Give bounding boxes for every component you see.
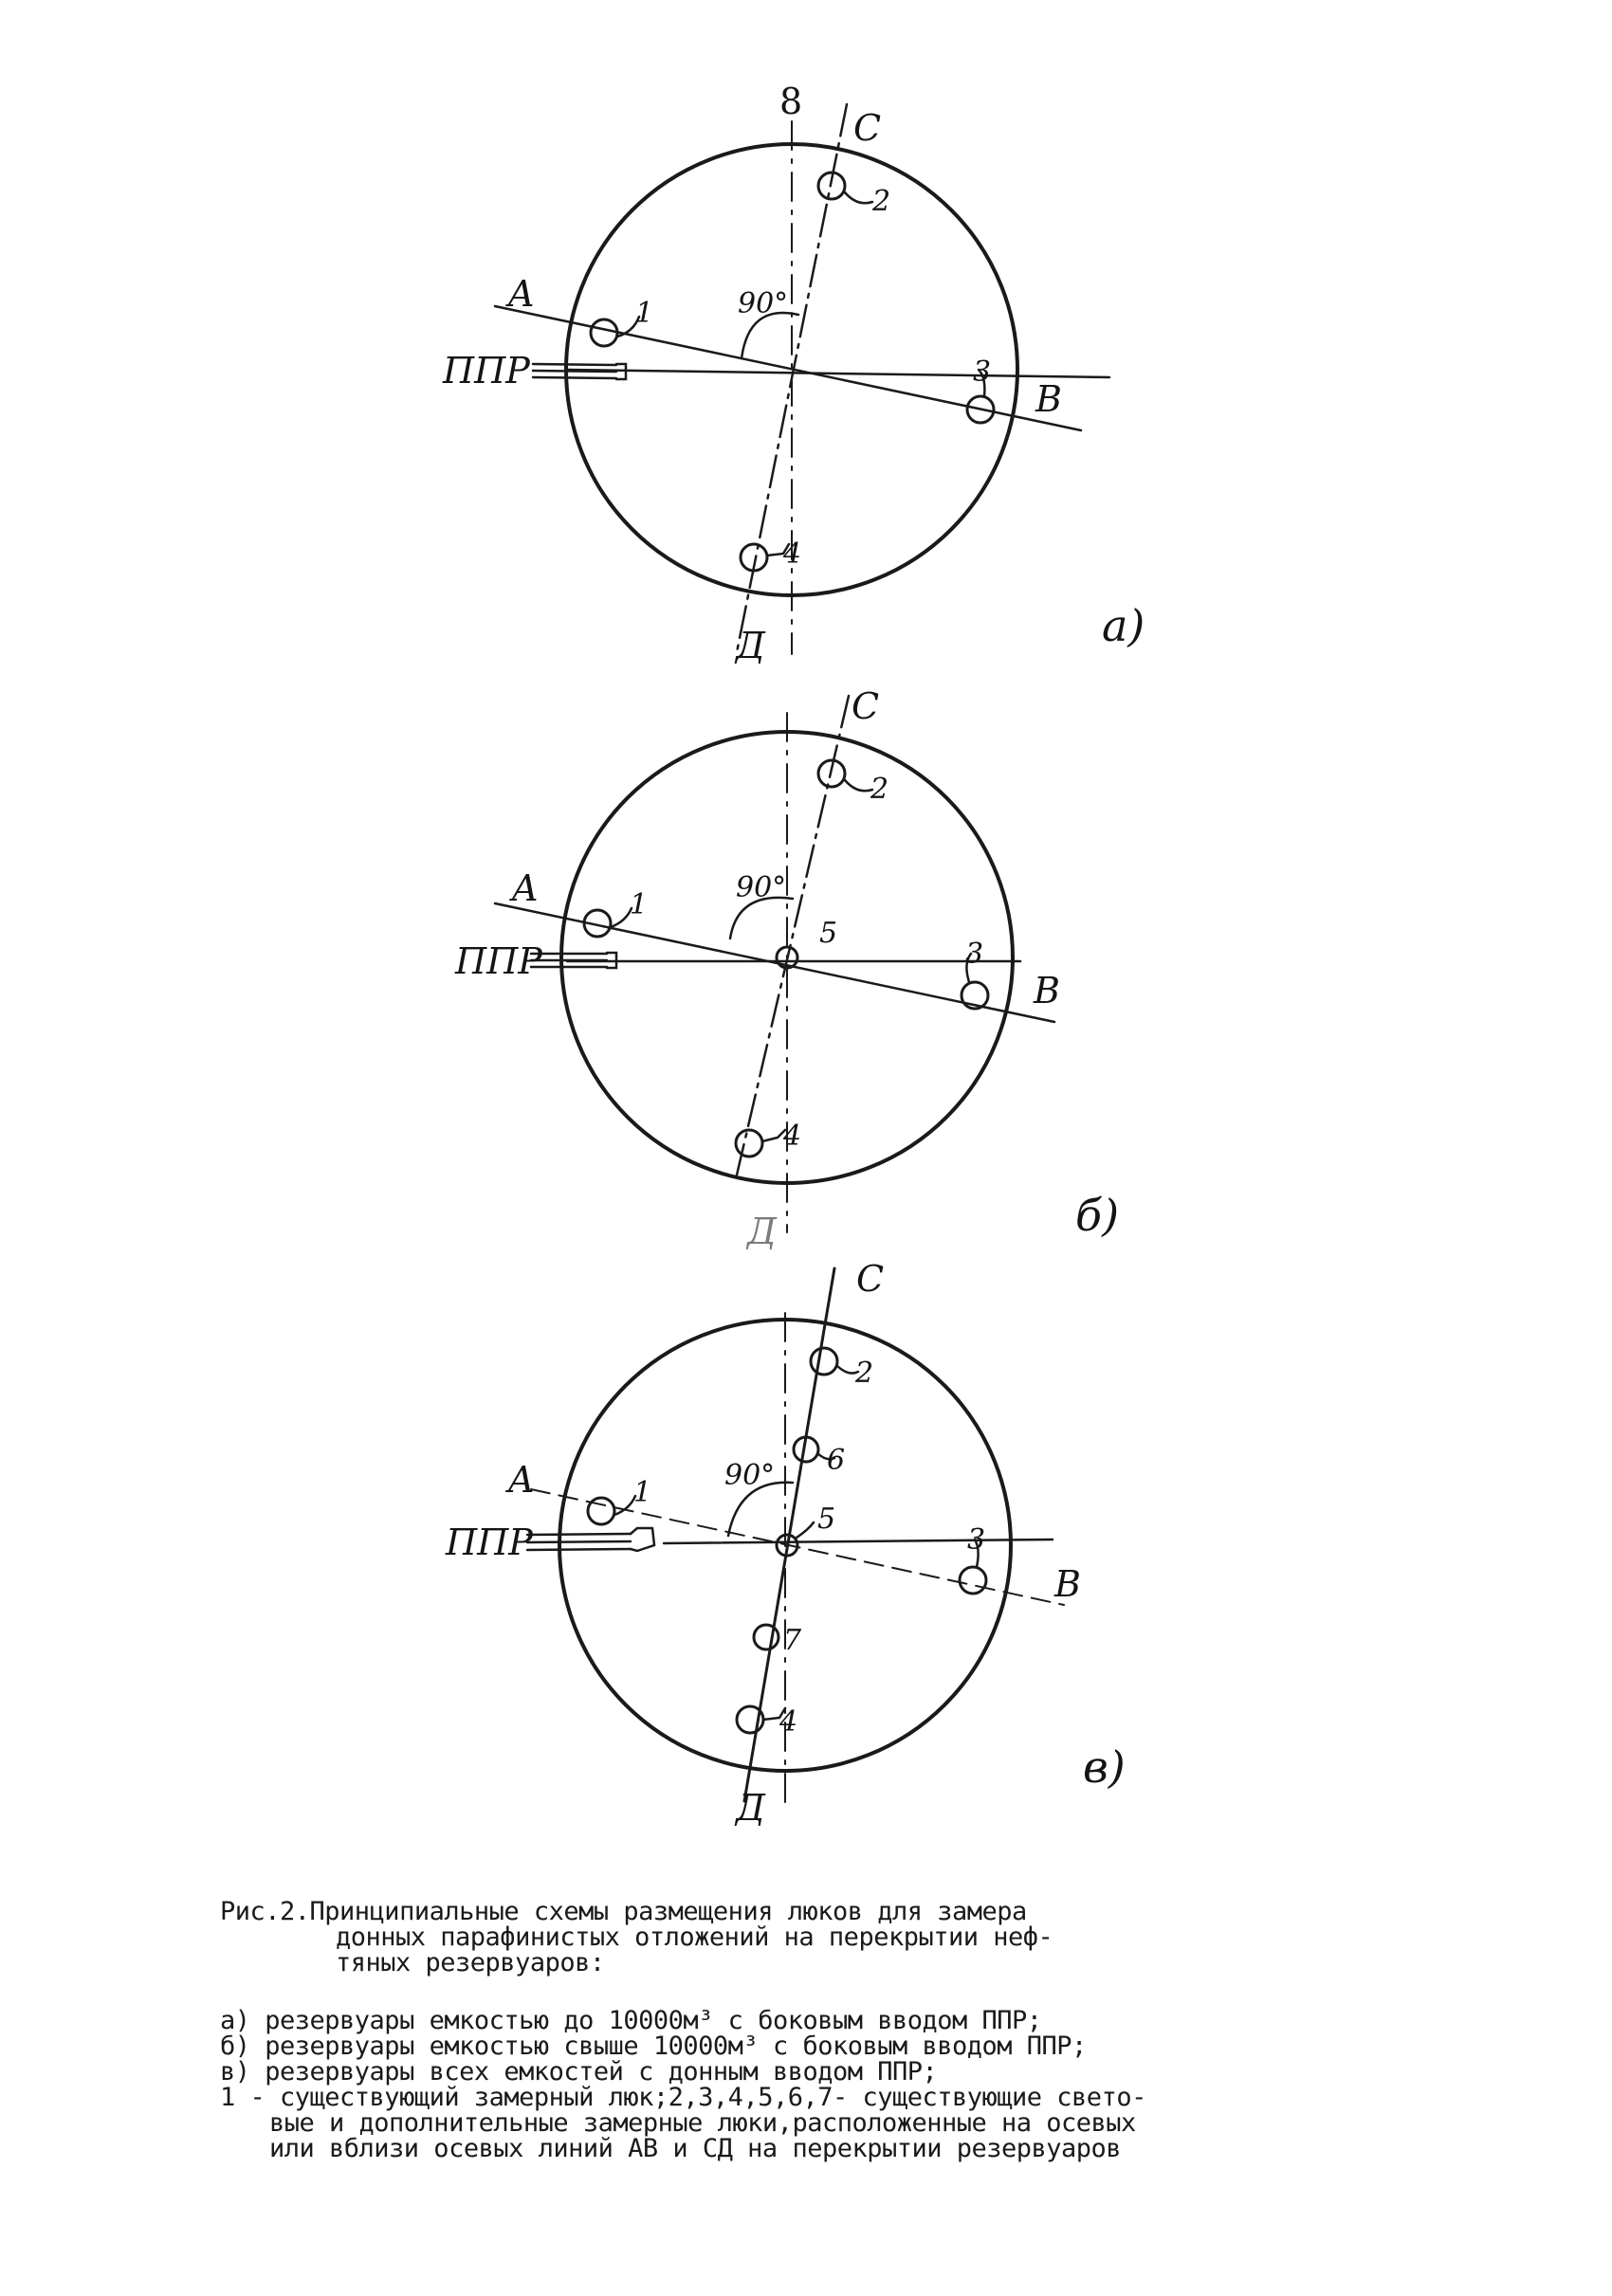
label-hatch-2-c: 2 <box>855 1357 874 1390</box>
caption-title-line-1: Рис.2.Принципиальные схемы размещения люков для замера <box>220 1897 1027 1926</box>
label-hatch-3-b: 3 <box>965 938 984 971</box>
label-axis-b-b: B <box>1034 970 1060 1011</box>
label-hatch-2-b: 2 <box>870 773 889 806</box>
label-hatch-5-b: 5 <box>819 917 838 950</box>
hatch-1-a <box>591 319 617 346</box>
label-hatch-4-c: 4 <box>779 1705 798 1739</box>
label-axis-d-b: Д <box>747 1211 777 1252</box>
hatch-4-b <box>736 1130 762 1157</box>
label-hatch-3-a: 3 <box>973 355 992 389</box>
label-pipe-b: ППР <box>455 940 542 982</box>
label-axis-b-a: B <box>1035 378 1062 420</box>
label-axis-a-b: A <box>512 867 539 909</box>
label-hatch-4-b: 4 <box>783 1120 802 1153</box>
label-axis-d-a: Д <box>736 625 765 666</box>
label-axis-a-c: A <box>508 1459 535 1501</box>
label-angle-c: 90° <box>724 1459 776 1492</box>
pipe-axis-c <box>664 1540 1053 1543</box>
label-axis-c-a: C <box>853 107 882 149</box>
label-axis-a-a: A <box>508 273 535 315</box>
label-hatch-1-b: 1 <box>630 888 649 921</box>
scheme-a <box>495 104 1109 654</box>
label-hatch-6-c: 6 <box>827 1444 846 1477</box>
label-pipe-a: ППР <box>443 350 530 392</box>
label-pipe-c: ППР <box>446 1522 533 1563</box>
caption-note-line-1: 1 - существующий замерный люк;2,3,4,5,6,7- существующие свето- <box>220 2083 1146 2112</box>
figure-caption <box>220 1899 1443 2161</box>
caption-item-a: а) резервуары емкостью до 10000м³ с боковым вводом ППР; <box>220 2006 1042 2035</box>
caption-note-line-2: вые и дополнительные замерные люки,расположенные на осевых <box>269 2108 1136 2138</box>
label-axis-b-c: B <box>1054 1563 1081 1605</box>
label-sub-b: б) <box>1075 1190 1120 1241</box>
pipe-axis-a <box>567 370 1109 377</box>
hatch-3-c <box>960 1567 986 1594</box>
label-axis-c-b: C <box>852 685 880 727</box>
caption-item-c: в) резервуары всех емкостей с донным вводом ППР; <box>220 2057 938 2086</box>
pipe-inlet-b <box>531 953 616 968</box>
pipe-inlet-c <box>527 1528 654 1551</box>
label-hatch-2-a: 2 <box>872 185 891 218</box>
label-hatch-3-c: 3 <box>967 1523 986 1557</box>
label-hatch-4-a: 4 <box>783 538 802 571</box>
caption-title-line-3: тяных резервуаров: <box>336 1948 605 1977</box>
label-axis-d-c: Д <box>736 1787 765 1829</box>
label-hatch-7-c: 7 <box>783 1624 802 1657</box>
label-axis-8: 8 <box>779 81 803 122</box>
label-hatch-1-a: 1 <box>635 297 654 330</box>
label-angle-a: 90° <box>738 287 789 320</box>
label-sub-c: в) <box>1083 1741 1126 1793</box>
label-axis-c-c: C <box>856 1258 885 1300</box>
caption-title-line-2: донных парафинистых отложений на перекрытии неф- <box>336 1922 1053 1952</box>
caption-note-line-3: или вблизи осевых линий АВ и СД на перекрытии резервуаров <box>269 2134 1122 2163</box>
label-hatch-5-c: 5 <box>817 1503 836 1536</box>
hatch-7-c <box>754 1625 779 1649</box>
caption-item-b: б) резервуары емкостью свыше 10000м³ с боковым вводом ППР; <box>220 2032 1087 2061</box>
pipe-inlet-a <box>533 364 626 379</box>
hatch-2-c <box>811 1348 837 1375</box>
label-hatch-1-c: 1 <box>633 1476 652 1509</box>
hatch-1-c <box>588 1498 614 1524</box>
label-sub-a: а) <box>1102 600 1145 651</box>
label-angle-b: 90° <box>736 871 787 904</box>
